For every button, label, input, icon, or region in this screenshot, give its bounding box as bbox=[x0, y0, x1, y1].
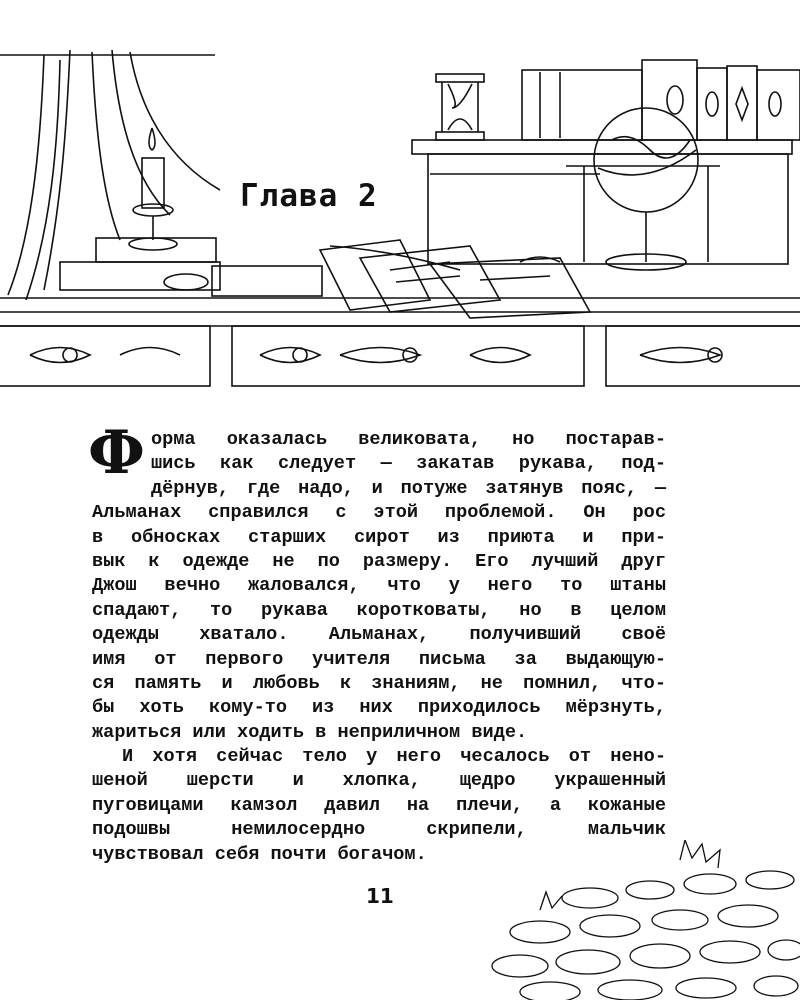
page-number: 11 bbox=[366, 884, 394, 908]
shelf-books-drawing bbox=[522, 60, 800, 140]
stone-path-drawing bbox=[480, 840, 800, 1000]
text-line: шись как следует — закатав рукава, под- bbox=[150, 453, 666, 475]
text-line: жариться или ходить в неприличном виде. bbox=[92, 721, 528, 743]
paragraph-1 bbox=[88, 418, 666, 745]
drop-cap: Ф bbox=[88, 418, 145, 488]
chapter-header-illustration bbox=[0, 0, 800, 400]
text-line: одежды хватало. Альманах, получивший своё bbox=[92, 624, 666, 646]
papers-quill-drawing bbox=[320, 240, 590, 318]
text-line: чувствовал себя почти богачом. bbox=[92, 843, 427, 865]
text-line: И хотя сейчас тело у него чесалось от нено- bbox=[122, 746, 666, 768]
text-line: Джош вечно жаловался, что у него то штаны bbox=[92, 575, 666, 597]
text-line: орма оказалась великовата, но постарав- bbox=[150, 429, 666, 450]
chapter-title: Глава 2 bbox=[236, 178, 382, 214]
text-line: пуговицами камзол давил на плечи, а кожаные bbox=[92, 794, 666, 816]
text-line: Альманах справился с этой проблемой. Он рос bbox=[92, 502, 666, 524]
hourglass-drawing bbox=[436, 74, 484, 140]
text-line: подошвы немилосердно скрипели, мальчик bbox=[92, 819, 666, 841]
body-text bbox=[88, 418, 666, 867]
text-line: бы хоть кому-то из них приходилось мёрзнуть, bbox=[92, 697, 666, 719]
text-line: ся память и любовь к знаниям, не помнил, что- bbox=[92, 672, 666, 694]
text-line: вык к одежде не по размеру. Его лучший друг bbox=[92, 550, 666, 572]
text-line: в обносках старших сирот из приюта и при- bbox=[92, 526, 666, 548]
text-line: спадают, то рукава коротковаты, но в целом bbox=[92, 599, 666, 621]
text-line: шеной шерсти и хлопка, щедро украшенный bbox=[92, 770, 666, 792]
desk-drawing bbox=[0, 298, 800, 386]
text-line: имя от первого учителя письма за выдающую- bbox=[92, 648, 666, 670]
desk-books-drawing bbox=[60, 238, 322, 296]
text-line: дёрнув, где надо, и потуже затянув пояс, — bbox=[150, 477, 666, 499]
